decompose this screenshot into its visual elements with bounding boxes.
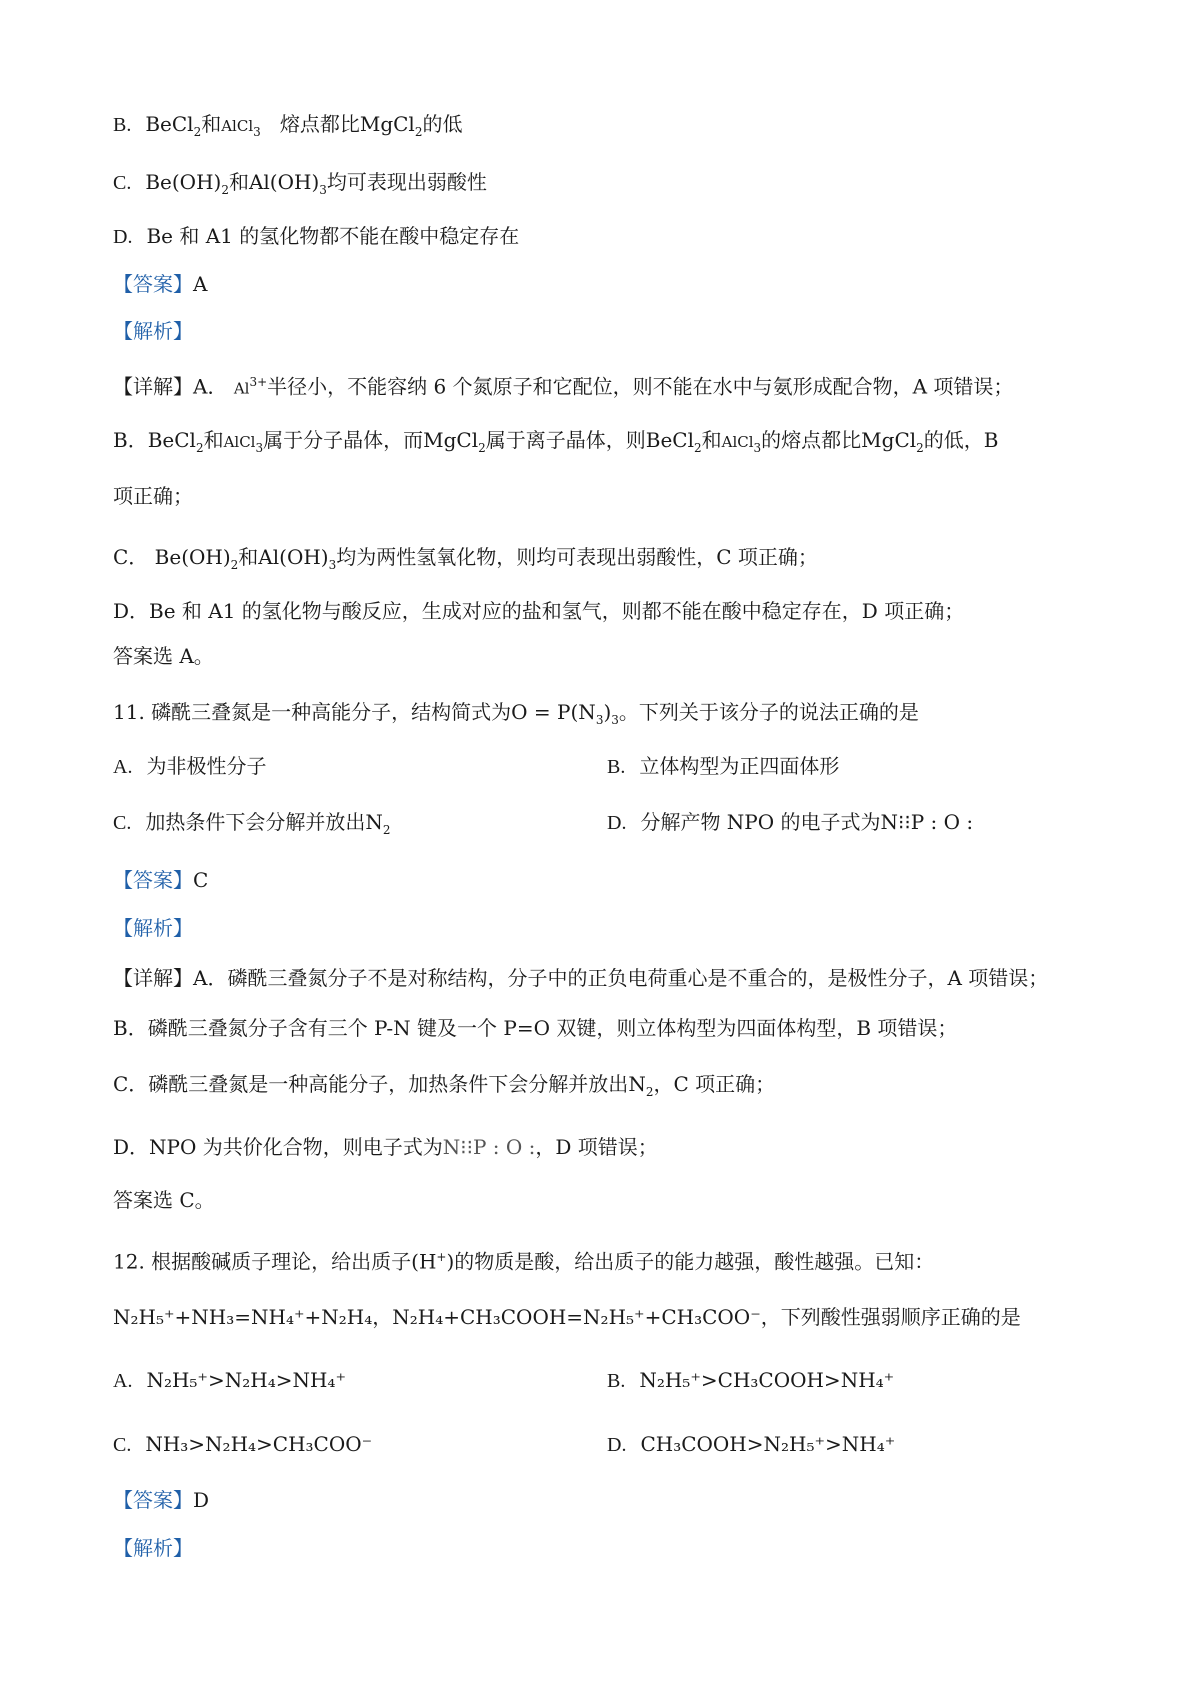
q11-option-c — [113, 808, 390, 844]
formula: (H — [411, 1249, 437, 1274]
detail-tag: 【详解】 — [113, 374, 193, 399]
text: 11. 磷酰三叠氮是一种高能分子，结构简式为 — [113, 700, 512, 724]
q10-analysis-tag: 【解析】 — [113, 319, 193, 343]
option-text: 加热条件下会分解并放出 — [145, 810, 366, 834]
answer-tag: 【答案】 — [113, 272, 193, 296]
text: C． — [113, 545, 149, 569]
subscript: 3 — [328, 558, 337, 572]
text: 属于离子晶体，则 — [485, 428, 646, 452]
q12-option-a — [113, 1366, 346, 1395]
detail-tag: 【详解】 — [113, 966, 193, 990]
formula: N — [628, 1072, 646, 1096]
text: C．磷酰三叠氮是一种高能分子，加热条件下会分解并放出 — [113, 1072, 629, 1096]
text: 和 — [228, 170, 249, 194]
answer-value: D — [193, 1488, 210, 1512]
option-text: N₂H₅⁺>N₂H₄>NH₄⁺ — [146, 1368, 346, 1392]
answer-tag: 【答案】 — [113, 868, 193, 892]
subscript: 2 — [478, 441, 486, 455]
q11-conclusion: 答案选 C。 — [113, 1188, 215, 1212]
option-label: A. — [113, 756, 133, 778]
q10-option-b — [113, 110, 462, 146]
q12-equations: N₂H₅⁺+NH₃=NH₄⁺+N₂H₄，N₂H₄+CH₃COOH=N₂H₅⁺+CH₃COO⁻，下列酸性强弱顺序正确的是 — [113, 1305, 1021, 1329]
q11-detail-b: B．磷酰三叠氮分子含有三个 P-N 键及一个 P=O 双键，则立体构型为四面体构型，B 项错误； — [113, 1016, 958, 1040]
subscript: 2 — [221, 183, 229, 197]
text: 熔点都比 — [279, 112, 360, 136]
text: 和 — [203, 428, 224, 452]
q12-answer — [113, 1486, 209, 1514]
q10-detail-b-cont: 项正确； — [113, 484, 193, 508]
formula: MgCl — [359, 112, 415, 136]
formula: Al(OH) — [248, 170, 320, 194]
subscript: 2 — [195, 441, 204, 455]
option-text: N₂H₅⁺>CH₃COOH>NH₄⁺ — [639, 1368, 895, 1392]
q10-option-c — [113, 168, 487, 204]
text: 和 — [201, 112, 222, 136]
formula: MgCl — [861, 428, 917, 452]
option-label: A. — [113, 1370, 133, 1392]
option-label: D. — [113, 226, 133, 248]
electron-formula: N⁝⁝P : O : — [880, 810, 974, 834]
option-text: Be 和 A1 的氢化物都不能在酸中稳定存在 — [146, 224, 520, 248]
option-text: CH₃COOH>N₂H₅⁺>NH₄⁺ — [640, 1432, 896, 1456]
text: 的熔点都比 — [761, 428, 862, 452]
text: B． — [113, 428, 148, 452]
text: 属于分子晶体，而 — [263, 428, 424, 452]
formula: Al — [233, 379, 250, 398]
subscript: 2 — [193, 125, 202, 139]
subscript: 2 — [693, 441, 702, 455]
formula: N — [365, 810, 383, 834]
text: ，C 项正确； — [653, 1072, 776, 1096]
q11-analysis-tag: 【解析】 — [113, 916, 193, 940]
option-label: D. — [607, 1434, 627, 1456]
subscript: 2 — [645, 1085, 654, 1099]
text: 的低 — [422, 112, 463, 136]
option-text: 立体构型为正四面体形 — [639, 754, 840, 778]
q12-option-c — [113, 1430, 372, 1459]
text: ，D 项错误； — [535, 1135, 658, 1159]
text: 。下列关于该分子的说法正确的是 — [618, 700, 919, 724]
formula: ) — [603, 700, 612, 724]
q11-option-b — [607, 752, 839, 781]
subscript: 2 — [230, 558, 239, 572]
text: 均为两性氢氧化物，则均可表现出弱酸性，C 项正确； — [336, 545, 818, 569]
formula: MgCl — [423, 428, 479, 452]
option-label: C. — [113, 1434, 132, 1456]
q10-detail-b — [113, 426, 999, 462]
formula: BeCl — [645, 428, 694, 452]
formula: AlCl — [221, 117, 254, 135]
option-label: B. — [113, 114, 132, 136]
text: 半径小，不能容纳 6 个氮原子和它配位，则不能在水中与氨形成配合物，A 项错误； — [267, 374, 1014, 399]
q12-stem — [113, 1243, 934, 1276]
subscript: 3 — [595, 713, 604, 727]
q10-option-d — [113, 222, 519, 251]
option-label: C. — [113, 812, 132, 834]
electron-formula: N⁝⁝P : O : — [442, 1135, 536, 1159]
superscript: 3+ — [249, 375, 268, 389]
q11-stem — [113, 698, 919, 734]
text: 均可表现出弱酸性 — [326, 170, 487, 194]
q10-detail-c — [113, 543, 818, 579]
formula: ) — [446, 1249, 455, 1274]
option-label: B. — [607, 1370, 626, 1392]
formula: AlCl — [223, 433, 256, 451]
text: 和 — [701, 428, 722, 452]
text: D．NPO 为共价化合物，则电子式为 — [113, 1135, 443, 1159]
q12-option-d — [607, 1430, 895, 1459]
text: 12. 根据酸碱质子理论，给出质子 — [113, 1249, 412, 1274]
subscript: 2 — [414, 125, 423, 139]
q10-answer — [113, 270, 207, 298]
text: 的物质是酸，给出质子的能力越强，酸性越强。已知： — [454, 1249, 935, 1274]
q11-option-d — [607, 808, 973, 837]
formula: AlCl — [721, 433, 754, 451]
q12-option-b — [607, 1366, 894, 1395]
subscript: 2 — [916, 441, 924, 455]
formula: Be(OH) — [145, 170, 222, 194]
text: A．磷酰三叠氮分子不是对称结构，分子中的正负电荷重心是不重合的，是极性分子，A 项错误； — [193, 966, 1049, 990]
q11-detail-d — [113, 1133, 658, 1161]
subscript: 3 — [253, 125, 261, 139]
option-text: NH₃>N₂H₄>CH₃COO⁻ — [145, 1432, 373, 1456]
formula: O = P(N — [511, 700, 596, 724]
q11-answer — [113, 866, 208, 894]
text: 的低，B — [923, 428, 999, 452]
subscript: 3 — [319, 183, 327, 197]
q10-conclusion: 答案选 A。 — [113, 644, 214, 668]
text: A． — [193, 374, 228, 399]
q12-analysis-tag: 【解析】 — [113, 1536, 193, 1560]
subscript: 3 — [753, 441, 762, 455]
option-label: B. — [607, 756, 626, 778]
text: 和 — [238, 545, 259, 569]
option-label: D. — [607, 812, 627, 834]
subscript: 3 — [255, 441, 264, 455]
subscript: 3 — [611, 713, 619, 727]
q11-option-a — [113, 752, 266, 781]
option-text: 分解产物 NPO 的电子式为 — [640, 810, 881, 834]
q11-detail-c — [113, 1070, 775, 1106]
answer-value: A — [193, 272, 208, 296]
subscript: 2 — [382, 823, 391, 837]
option-label: C. — [113, 172, 132, 194]
q10-detail-d: D．Be 和 A1 的氢化物与酸反应，生成对应的盐和氢气，则都不能在酸中稳定存在，D 项正确； — [113, 599, 965, 623]
q10-detail-a — [113, 368, 1013, 403]
option-text: 为非极性分子 — [146, 754, 267, 778]
formula: Be(OH) — [154, 545, 231, 569]
q11-detail-a — [113, 964, 1048, 992]
formula: Al(OH) — [258, 545, 329, 569]
formula: BeCl — [147, 428, 196, 452]
answer-value: C — [193, 868, 209, 892]
answer-tag: 【答案】 — [113, 1488, 193, 1512]
formula: BeCl — [145, 112, 194, 136]
superscript: + — [436, 1250, 447, 1264]
